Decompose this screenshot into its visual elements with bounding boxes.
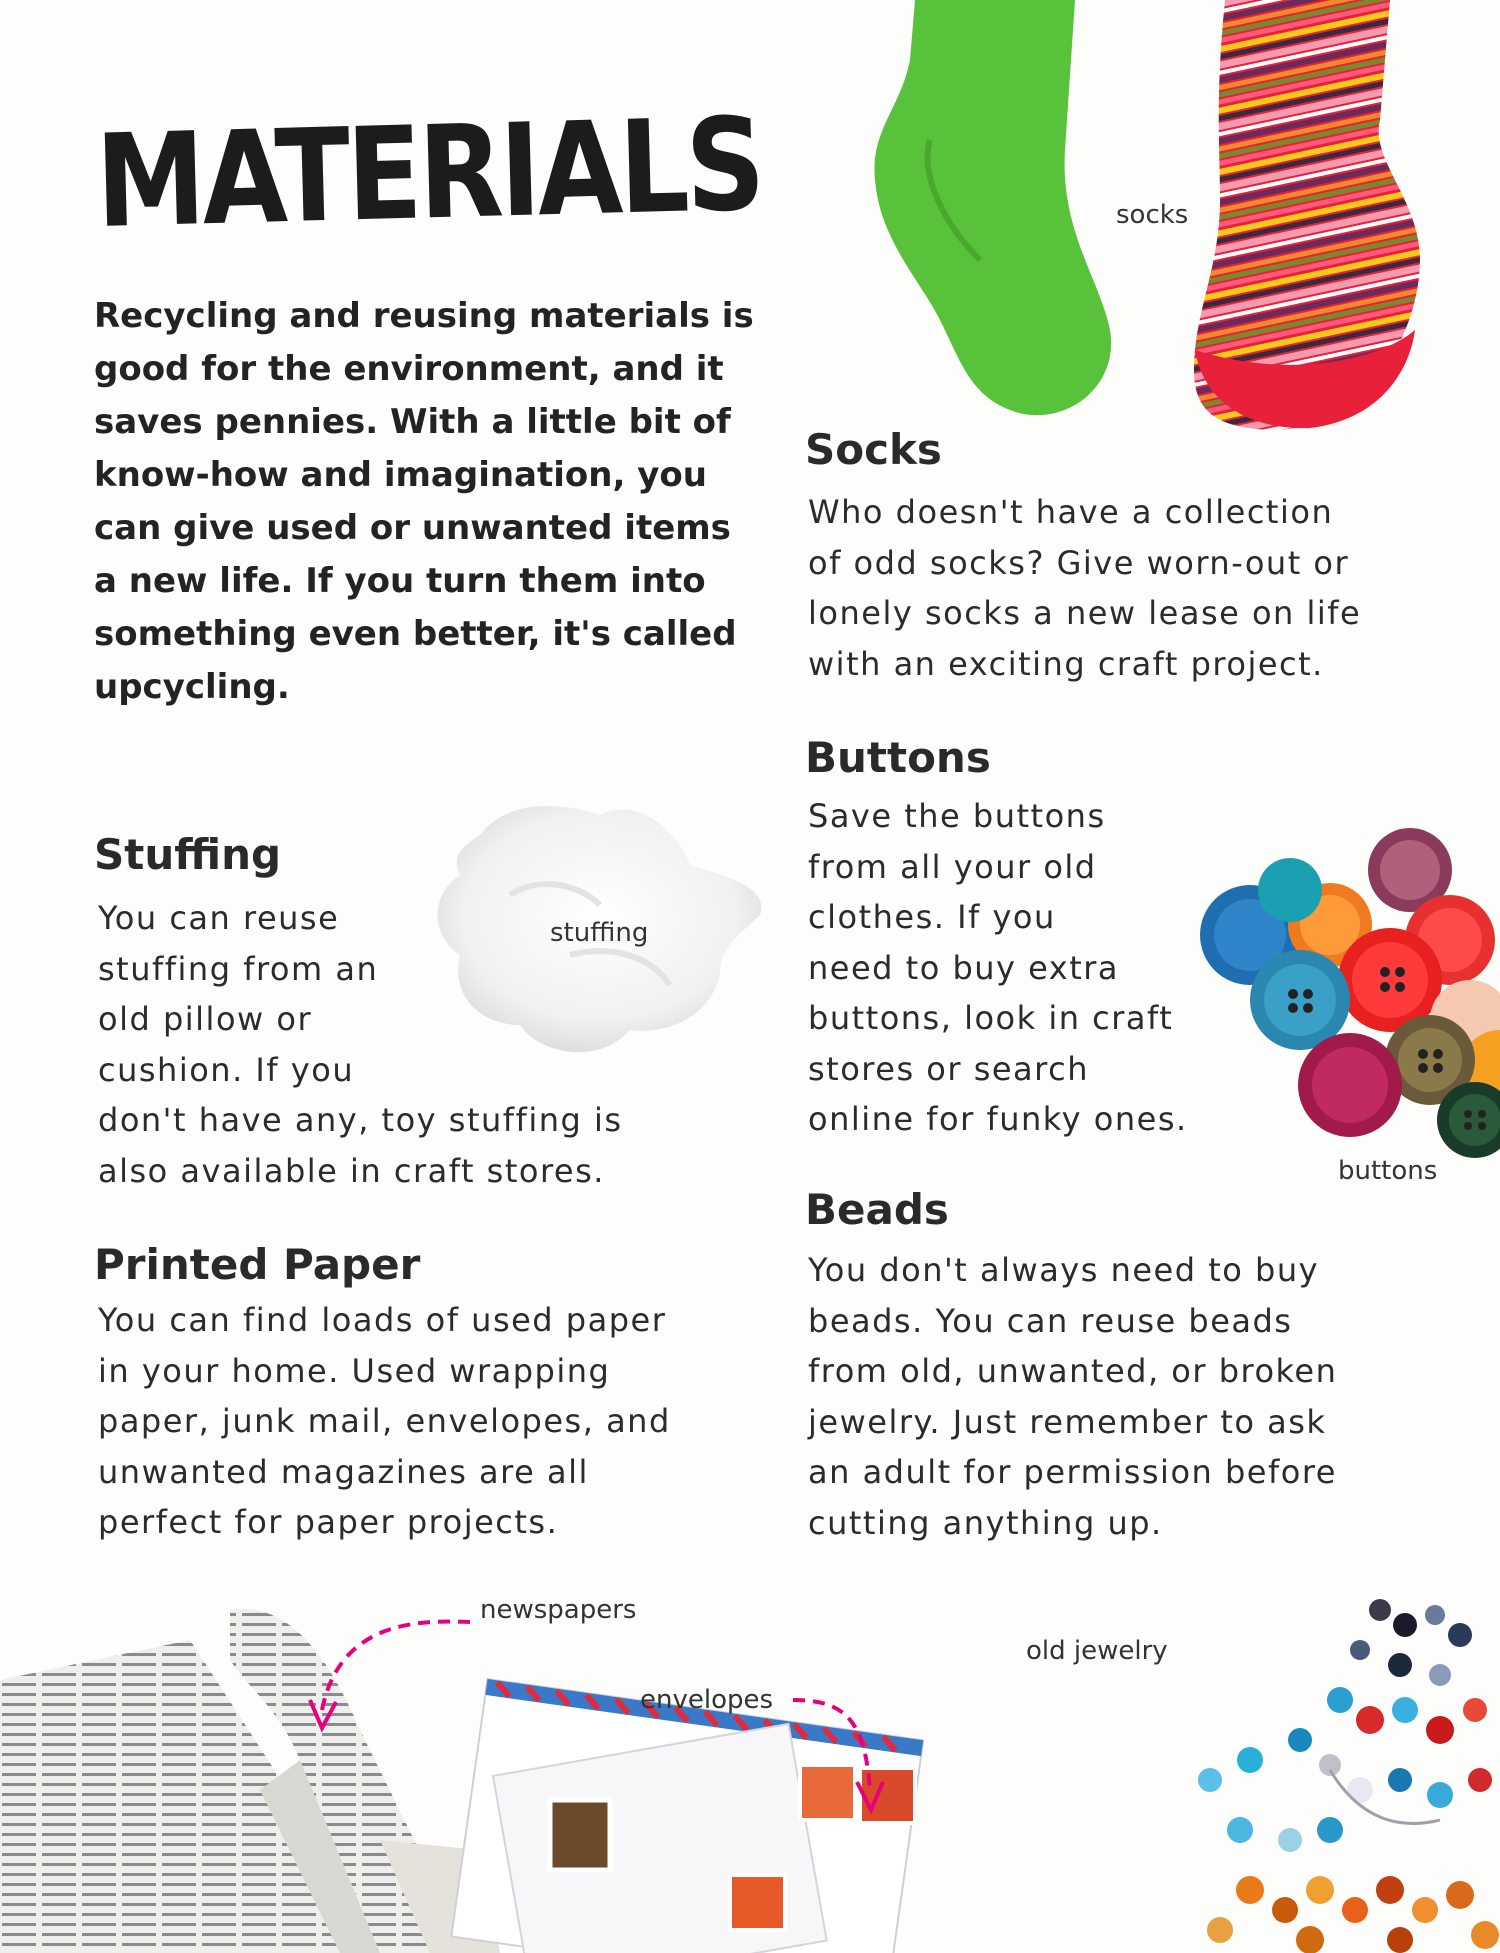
dashed-arrow-icon	[785, 1690, 895, 1820]
text-line: in your home. Used wrapping	[98, 1351, 611, 1390]
text-line: unwanted magazines are all	[98, 1452, 589, 1491]
buttons-caption: buttons	[1338, 1156, 1438, 1186]
text-line: also available in craft stores.	[98, 1151, 605, 1190]
text-line: from old, unwanted, or broken	[808, 1352, 1338, 1390]
envelopes-caption: envelopes	[640, 1685, 774, 1715]
text-line: beads. You can reuse beads	[808, 1301, 1293, 1340]
printed-paper-text	[98, 1295, 758, 1548]
intro-paragraph: Recycling and reusing materials is good for the environment, and it saves pennies. With a little bit of know-how and imagination, you can give used or unwanted items a new life. If you turn them into something even better, it's called upcycling.	[94, 296, 754, 707]
text-line: an adult for permission before	[808, 1453, 1337, 1491]
page-title: MATERIALS	[94, 90, 764, 257]
text-line: clothes. If you	[808, 898, 1056, 936]
buttons-photo	[1180, 820, 1500, 1150]
text-line: You don't always need to buy	[808, 1251, 1320, 1289]
text-line: old pillow or	[98, 1000, 313, 1038]
text-line: buttons, look in craft	[808, 999, 1174, 1037]
text-line: Who doesn't have a collection	[808, 493, 1334, 531]
text-line: perfect for paper projects.	[98, 1503, 559, 1541]
text-line: lonely socks a new lease on life	[808, 594, 1362, 632]
text-line: You can find loads of used paper	[98, 1301, 667, 1339]
socks-caption: socks	[1116, 200, 1189, 230]
text-line: paper, junk mail, envelopes, and	[98, 1402, 671, 1440]
beads-text	[808, 1245, 1468, 1548]
text-line: online for funky ones.	[808, 1100, 1188, 1138]
buttons-heading: Buttons	[805, 733, 991, 782]
socks-text	[808, 487, 1468, 689]
newspapers-caption: newspapers	[480, 1595, 637, 1625]
text-line: stores or search	[808, 1049, 1089, 1088]
text-line: with an exciting craft project.	[808, 644, 1324, 683]
text-line: You can reuse	[98, 899, 340, 937]
printed-paper-heading: Printed Paper	[94, 1240, 421, 1289]
text-line: need to buy extra	[808, 948, 1120, 987]
text-line: jewelry. Just remember to ask	[808, 1402, 1327, 1441]
text-line: from all your old	[808, 847, 1097, 886]
text-line: cutting anything up.	[808, 1503, 1163, 1542]
text-line: cushion. If you	[98, 1050, 355, 1089]
text-line: stuffing from an	[98, 949, 379, 988]
socks-heading: Socks	[805, 425, 942, 474]
text-line: Save the buttons	[808, 797, 1106, 835]
old-jewelry-caption: old jewelry	[1026, 1636, 1168, 1666]
stuffing-caption: stuffing	[550, 918, 649, 948]
beads-heading: Beads	[805, 1185, 949, 1234]
text-line: don't have any, toy stuffing is	[98, 1101, 623, 1139]
stuffing-heading: Stuffing	[94, 830, 282, 879]
text-line: of odd socks? Give worn-out or	[808, 543, 1350, 582]
